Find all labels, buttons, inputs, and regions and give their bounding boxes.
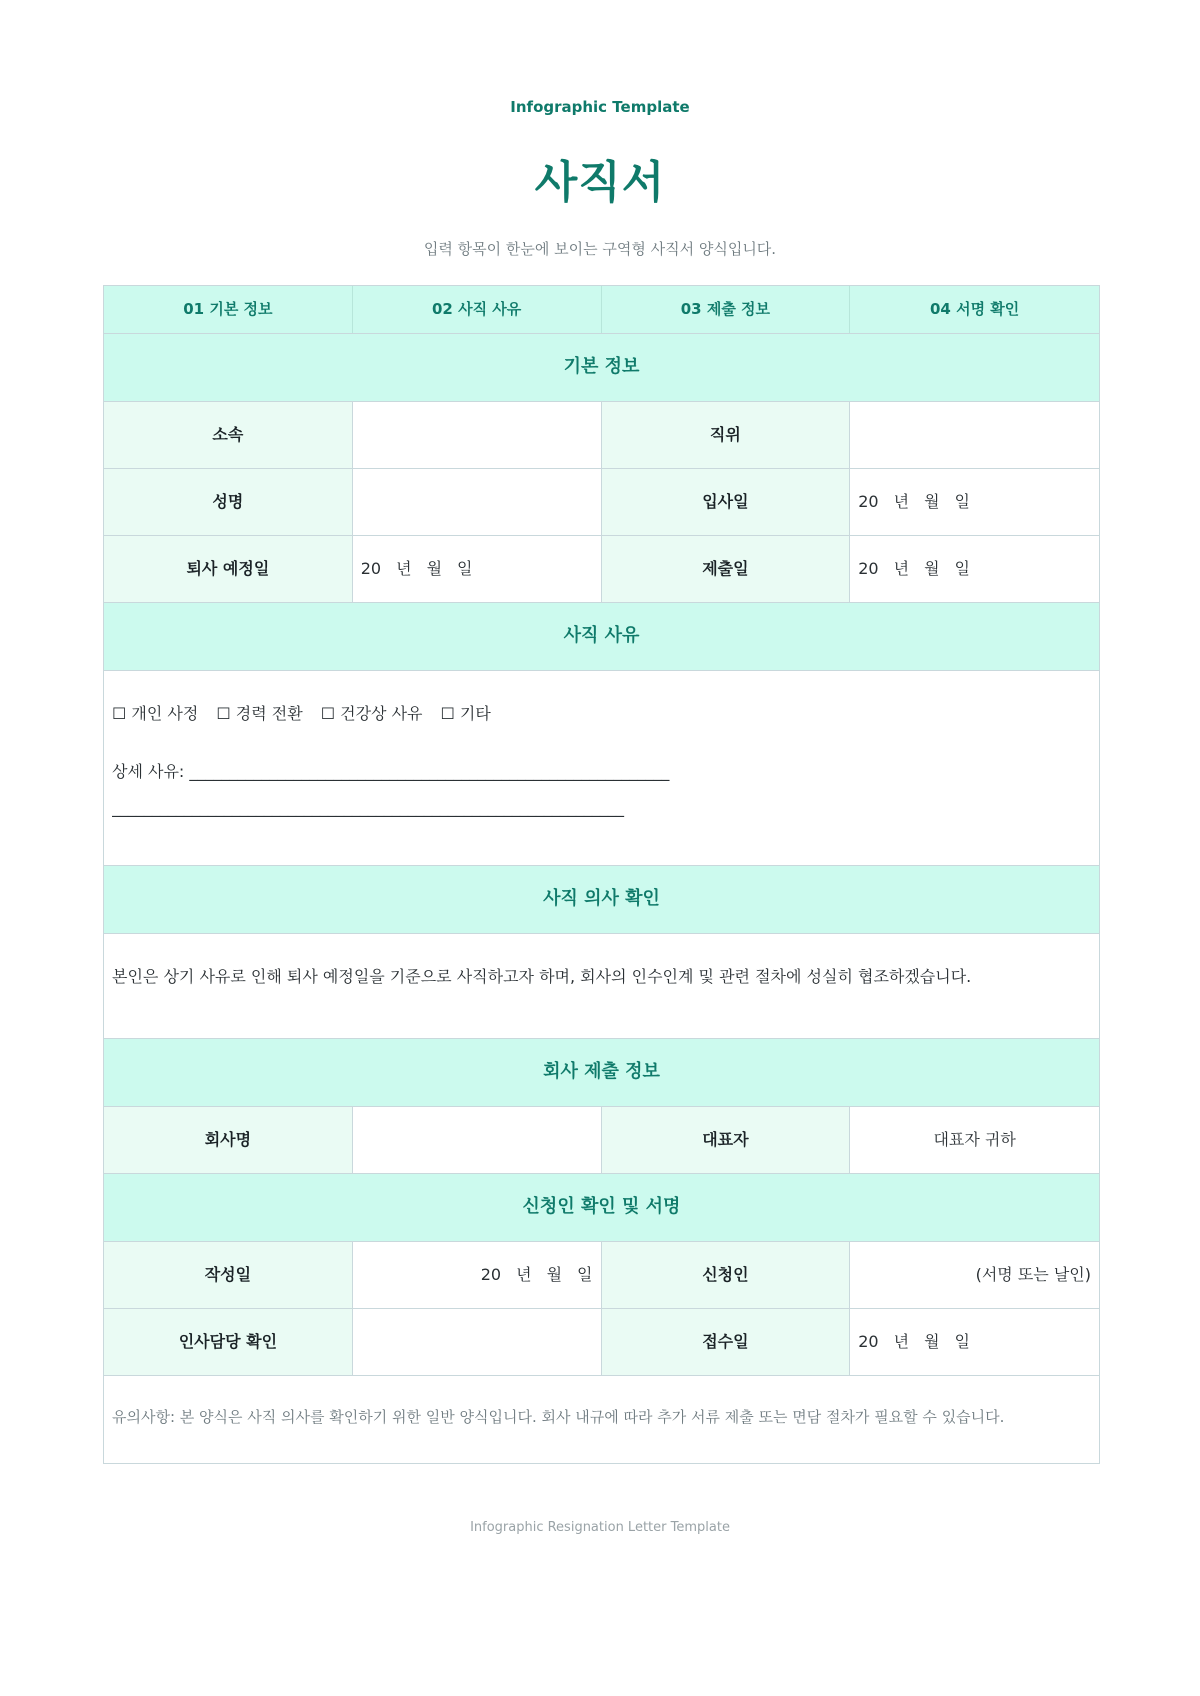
eyebrow-label: Infographic Template bbox=[510, 98, 690, 116]
notice-text: 유의사항: 본 양식은 사직 의사를 확인하기 위한 일반 양식입니다. 회사 내규에 따라 추가 서류 제출 또는 면담 절차가 필요할 수 있습니다. bbox=[112, 1408, 1005, 1426]
received-date-field[interactable]: 20 년 월 일 bbox=[858, 1332, 971, 1351]
footer-text: Infographic Resignation Letter Template bbox=[470, 1520, 730, 1535]
reason-block bbox=[104, 671, 1099, 866]
intent-statement: 본인은 상기 사유로 인해 퇴사 예정일을 기준으로 사직하고자 하며, 회사의 인수인계 및 관련 절차에 성실히 협조하겠습니다. bbox=[104, 934, 1099, 1039]
section-reason: 사직 사유 bbox=[104, 603, 1099, 671]
table-row bbox=[104, 469, 1099, 536]
table-row bbox=[104, 1107, 1099, 1174]
section-signature: 신청인 확인 및 서명 bbox=[104, 1174, 1099, 1242]
reason-option-health[interactable]: ☐ 건강상 사유 bbox=[320, 704, 423, 723]
step-2: 02 사직 사유 bbox=[353, 286, 602, 333]
position-label: 직위 bbox=[602, 402, 851, 468]
section-basic-info: 기본 정보 bbox=[104, 334, 1099, 402]
table-row bbox=[104, 1309, 1099, 1376]
submit-date-label: 제출일 bbox=[602, 536, 851, 602]
reason-option-personal[interactable]: ☐ 개인 사정 bbox=[112, 704, 199, 723]
reason-option-other[interactable]: ☐ 기타 bbox=[440, 704, 491, 723]
section-intent: 사직 의사 확인 bbox=[104, 866, 1099, 934]
table-row bbox=[104, 536, 1099, 603]
submit-date-field[interactable]: 20 년 월 일 bbox=[858, 559, 971, 578]
step-bar bbox=[104, 286, 1099, 334]
name-label: 성명 bbox=[104, 469, 353, 535]
received-date-label: 접수일 bbox=[602, 1309, 851, 1375]
detail-reason-line-1[interactable]: 상세 사유: ____________________________________________________________ bbox=[112, 762, 670, 781]
hr-confirm-field[interactable] bbox=[353, 1309, 602, 1375]
written-date-label: 작성일 bbox=[104, 1242, 353, 1308]
written-date-field[interactable]: 20 년 월 일 bbox=[353, 1242, 602, 1308]
applicant-label: 신청인 bbox=[602, 1242, 851, 1308]
position-field[interactable] bbox=[850, 402, 1099, 468]
page-subtitle: 입력 항목이 한눈에 보이는 구역형 사직서 양식입니다. bbox=[423, 240, 777, 258]
company-name-label: 회사명 bbox=[104, 1107, 353, 1173]
step-3: 03 제출 정보 bbox=[602, 286, 851, 333]
affiliation-field[interactable] bbox=[353, 402, 602, 468]
reason-options bbox=[112, 701, 1091, 724]
table-row bbox=[104, 1242, 1099, 1309]
hr-confirm-label: 인사담당 확인 bbox=[104, 1309, 353, 1375]
section-company: 회사 제출 정보 bbox=[104, 1039, 1099, 1107]
page-title: 사직서 bbox=[534, 157, 666, 208]
hire-date-field[interactable]: 20 년 월 일 bbox=[858, 492, 971, 511]
form-sheet bbox=[103, 285, 1100, 1464]
table-row bbox=[104, 402, 1099, 469]
step-1: 01 기본 정보 bbox=[104, 286, 353, 333]
ceo-label: 대표자 bbox=[602, 1107, 851, 1173]
applicant-signature-field[interactable]: (서명 또는 날인) bbox=[975, 1265, 1091, 1284]
detail-reason-line-2[interactable]: ________________________________________________________________ bbox=[112, 798, 624, 817]
company-name-field[interactable] bbox=[353, 1107, 602, 1173]
reason-option-career[interactable]: ☐ 경력 전환 bbox=[216, 704, 303, 723]
hire-date-label: 입사일 bbox=[602, 469, 851, 535]
ceo-field[interactable]: 대표자 귀하 bbox=[933, 1130, 1016, 1149]
affiliation-label: 소속 bbox=[104, 402, 353, 468]
leave-date-field[interactable]: 20 년 월 일 bbox=[353, 536, 602, 602]
step-4: 04 서명 확인 bbox=[929, 300, 1020, 318]
leave-date-label: 퇴사 예정일 bbox=[104, 536, 353, 602]
name-field[interactable] bbox=[353, 469, 602, 535]
